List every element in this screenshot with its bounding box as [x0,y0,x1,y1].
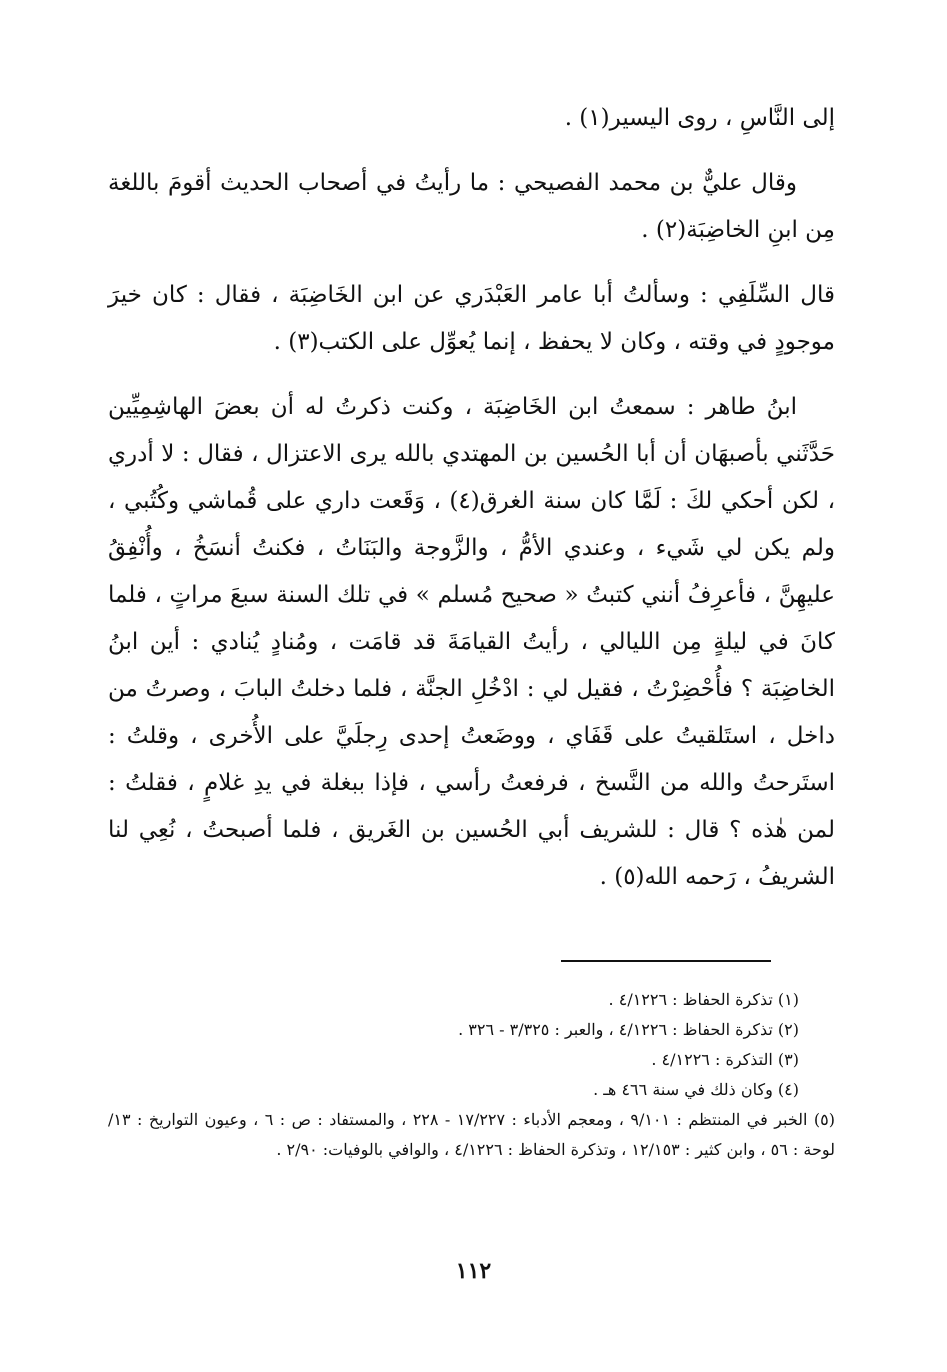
footnote-3: (٣) التذكرة : ٤/١٢٢٦ . [651,1050,799,1069]
footnote-separator [561,960,771,962]
page-number: ١١٢ [455,1258,492,1284]
footnote-5: (٥) الخبر في المنتظم : ٩/١٠١ ، ومعجم الأدباء : ١٧/٢٢٧ - ٢٢٨ ، والمستفاد : ص : ٦ ، وعيون التواريخ : ١٣/ لوحة : ٥٦ ، وابن كثير : ١٢/١٥٣ ، وتذكرة الحفاظ : ٤/١٢٢٦ ، والوافي بالوفيات: ٢/٩٠ . [108,1110,836,1159]
paragraph-2: وقال عليٌّ بن محمد الفصيحي : ما رأيتُ في أصحاب الحديث أقومَ باللغة مِن ابنِ الخاضِبَة(٢) . [108,170,835,243]
footnote-4: (٤) وكان ذلك في سنة ٤٦٦ هـ . [593,1080,799,1099]
paragraph-3: قال السِّلَفِي : وسألتُ أبا عامر العَبْدَري عن ابن الخَاضِبَة ، فقال : كان خيرَ موجودٍ في وقته ، وكان لا يحفظ ، إنما يُعوِّل على الكتب(٣) . [108,282,835,355]
footnotes-section [108,985,835,1165]
footnote-2: (٢) تذكرة الحفاظ : ٤/١٢٢٦ ، والعبر : ٣/٣٢٥ - ٣٢٦ . [458,1020,799,1039]
main-text-body [108,95,835,901]
footnote-1: (١) تذكرة الحفاظ : ٤/١٢٢٦ . [608,990,799,1009]
paragraph-1: إلى النَّاسِ ، روى اليسير(١) . [564,105,835,131]
paragraph-4: ابنُ طاهر : سمعتُ ابن الخَاضِبَة ، وكنت ذكرتُ له أن بعضَ الهاشِمِيِّين حَدَّثَني بأصبهَان أن أبا الحُسين بن المهتدي بالله يرى الاعتزال ، فقال : لا أدري ، لكن أحكي لكَ : لَمَّا كان سنة الغرق(٤) ، وَقَعت داري على قُماشي وكُتُبي ، ولم يكن لي شَيء ، وعندي الأمُّ ، والزَّوجة والبَنَاتُ ، فكنتُ أنسَخُ ، وأُنْفِقُ عليهِنَّ ، فأعرِفُ أنني كتبتُ « صحيح مُسلم » في تلك السنة سبعَ مراتٍ ، فلما كانَ في ليلةٍ مِن الليالي ، رأيتُ القيامَةَ قد قامَت ، ومُنادٍ يُنادي : أين ابنُ الخاضِبَة ؟ فأُحْضِرْتُ ، فقيل لي : ادْخُلِ الجنَّة ، فلما دخلتُ البابَ ، وصرتُ من داخل ، استَلقيتُ على قَفَاي ، ووضَعتُ إحدى رِجلَيَّ على الأُخرى ، وقلتُ : استَرحتُ والله من النَّسخ ، فرفعتُ رأسي ، فإذا ببغلة في يدِ غلامٍ ، فقلتُ : لمن هٰذه ؟ قال : للشريف أبي الحُسين بن الغَريق ، فلما أصبحتُ ، نُعِي لنا الشريفُ ، رَحمه الله(٥) . [108,394,835,890]
